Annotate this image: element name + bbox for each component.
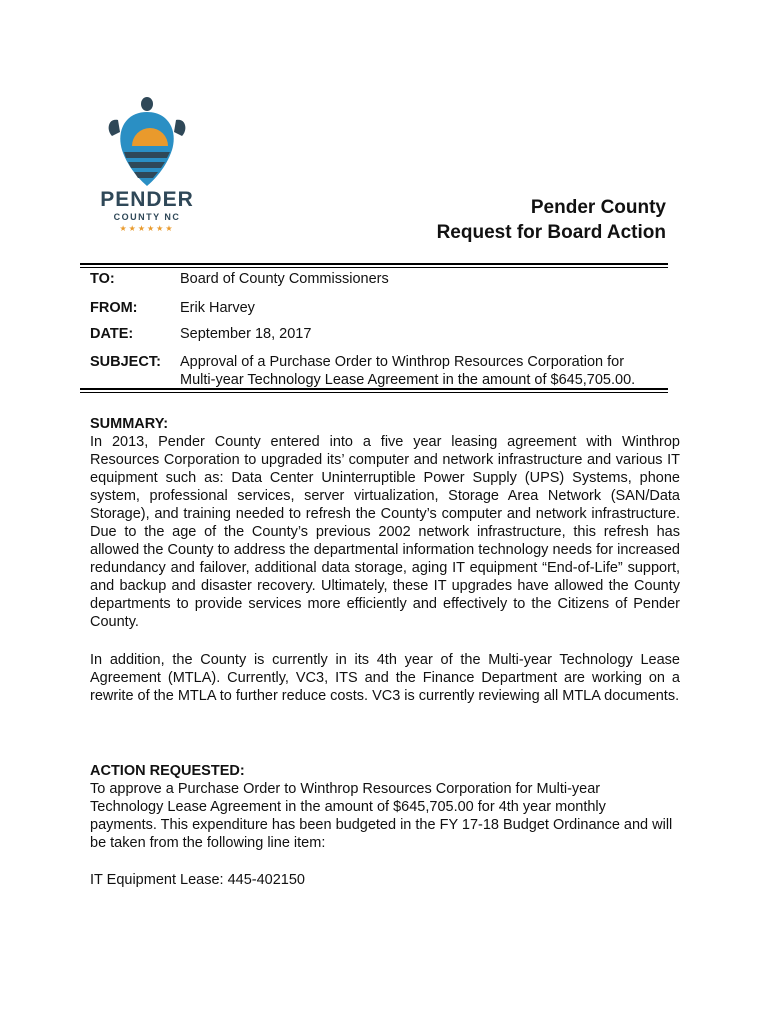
to-value: Board of County Commissioners: [180, 271, 389, 287]
from-label: FROM:: [90, 300, 138, 316]
turtle-icon: [106, 96, 188, 188]
logo-wordmark: PENDER: [100, 188, 194, 211]
summary-heading: SUMMARY:: [90, 416, 169, 432]
header-top-rule: [80, 263, 668, 265]
header-bottom-rule-thin: [80, 392, 668, 393]
subject-label: SUBJECT:: [90, 354, 161, 370]
line-item: IT Equipment Lease: 445-402150: [90, 872, 305, 888]
document-title-line2: Request for Board Action: [436, 222, 666, 243]
header-bottom-rule: [80, 388, 668, 390]
summary-paragraph-1: In 2013, Pender County entered into a five year leasing agreement with Winthrop Resources Corporation to upgraded its’ computer and network infrastructure and various IT equipment such as: Data Center Uninterruptible Power Supply (UPS) Systems, phone system, professional services, server virtualization, Storage Area Network (SAN/Data Storage), and training needed to refresh the County’s computer and network infrastructure. Due to the age of the County’s previous 2002 network infrastructure, this refresh has allowed the County to address the departmental information technology needs for increased redundancy and failover, additional data storage, aging IT equipment “End-of-Life” support, and backup and disaster recovery. Ultimately, these IT upgrades have allowed the County departments to provide services more efficiently and effectively to the Citizens of Pender County.: [90, 434, 680, 630]
logo-stars: ★★★★★★: [119, 224, 175, 233]
pender-county-logo: [92, 96, 202, 236]
to-label: TO:: [90, 271, 115, 287]
header-top-rule-thin: [80, 267, 668, 268]
action-heading: ACTION REQUESTED:: [90, 763, 245, 779]
subject-value: Approval of a Purchase Order to Winthrop Resources Corporation for Multi-year Technology Lease Agreement in the amount of $645,705.00.: [180, 354, 636, 388]
date-label: DATE:: [90, 326, 134, 342]
summary-paragraph-2: In addition, the County is currently in its 4th year of the Multi-year Technology Lease Agreement (MTLA). Currently, VC3, ITS and the Finance Department are working on a rewrite of the MTLA to further reduce costs. VC3 is currently reviewing all MTLA documents.: [90, 652, 680, 704]
action-paragraph: To approve a Purchase Order to Winthrop Resources Corporation for Multi-year Technology Lease Agreement in the amount of $645,705.00 for 4th year monthly payments. This expenditure has been budgeted in the FY 17-18 Budget Ordinance and will be taken from the following line item:: [90, 781, 673, 851]
document-title-line1: Pender County: [530, 197, 666, 218]
logo-subtitle: COUNTY NC: [113, 212, 181, 222]
from-value: Erik Harvey: [180, 300, 255, 316]
date-value: September 18, 2017: [180, 326, 312, 342]
